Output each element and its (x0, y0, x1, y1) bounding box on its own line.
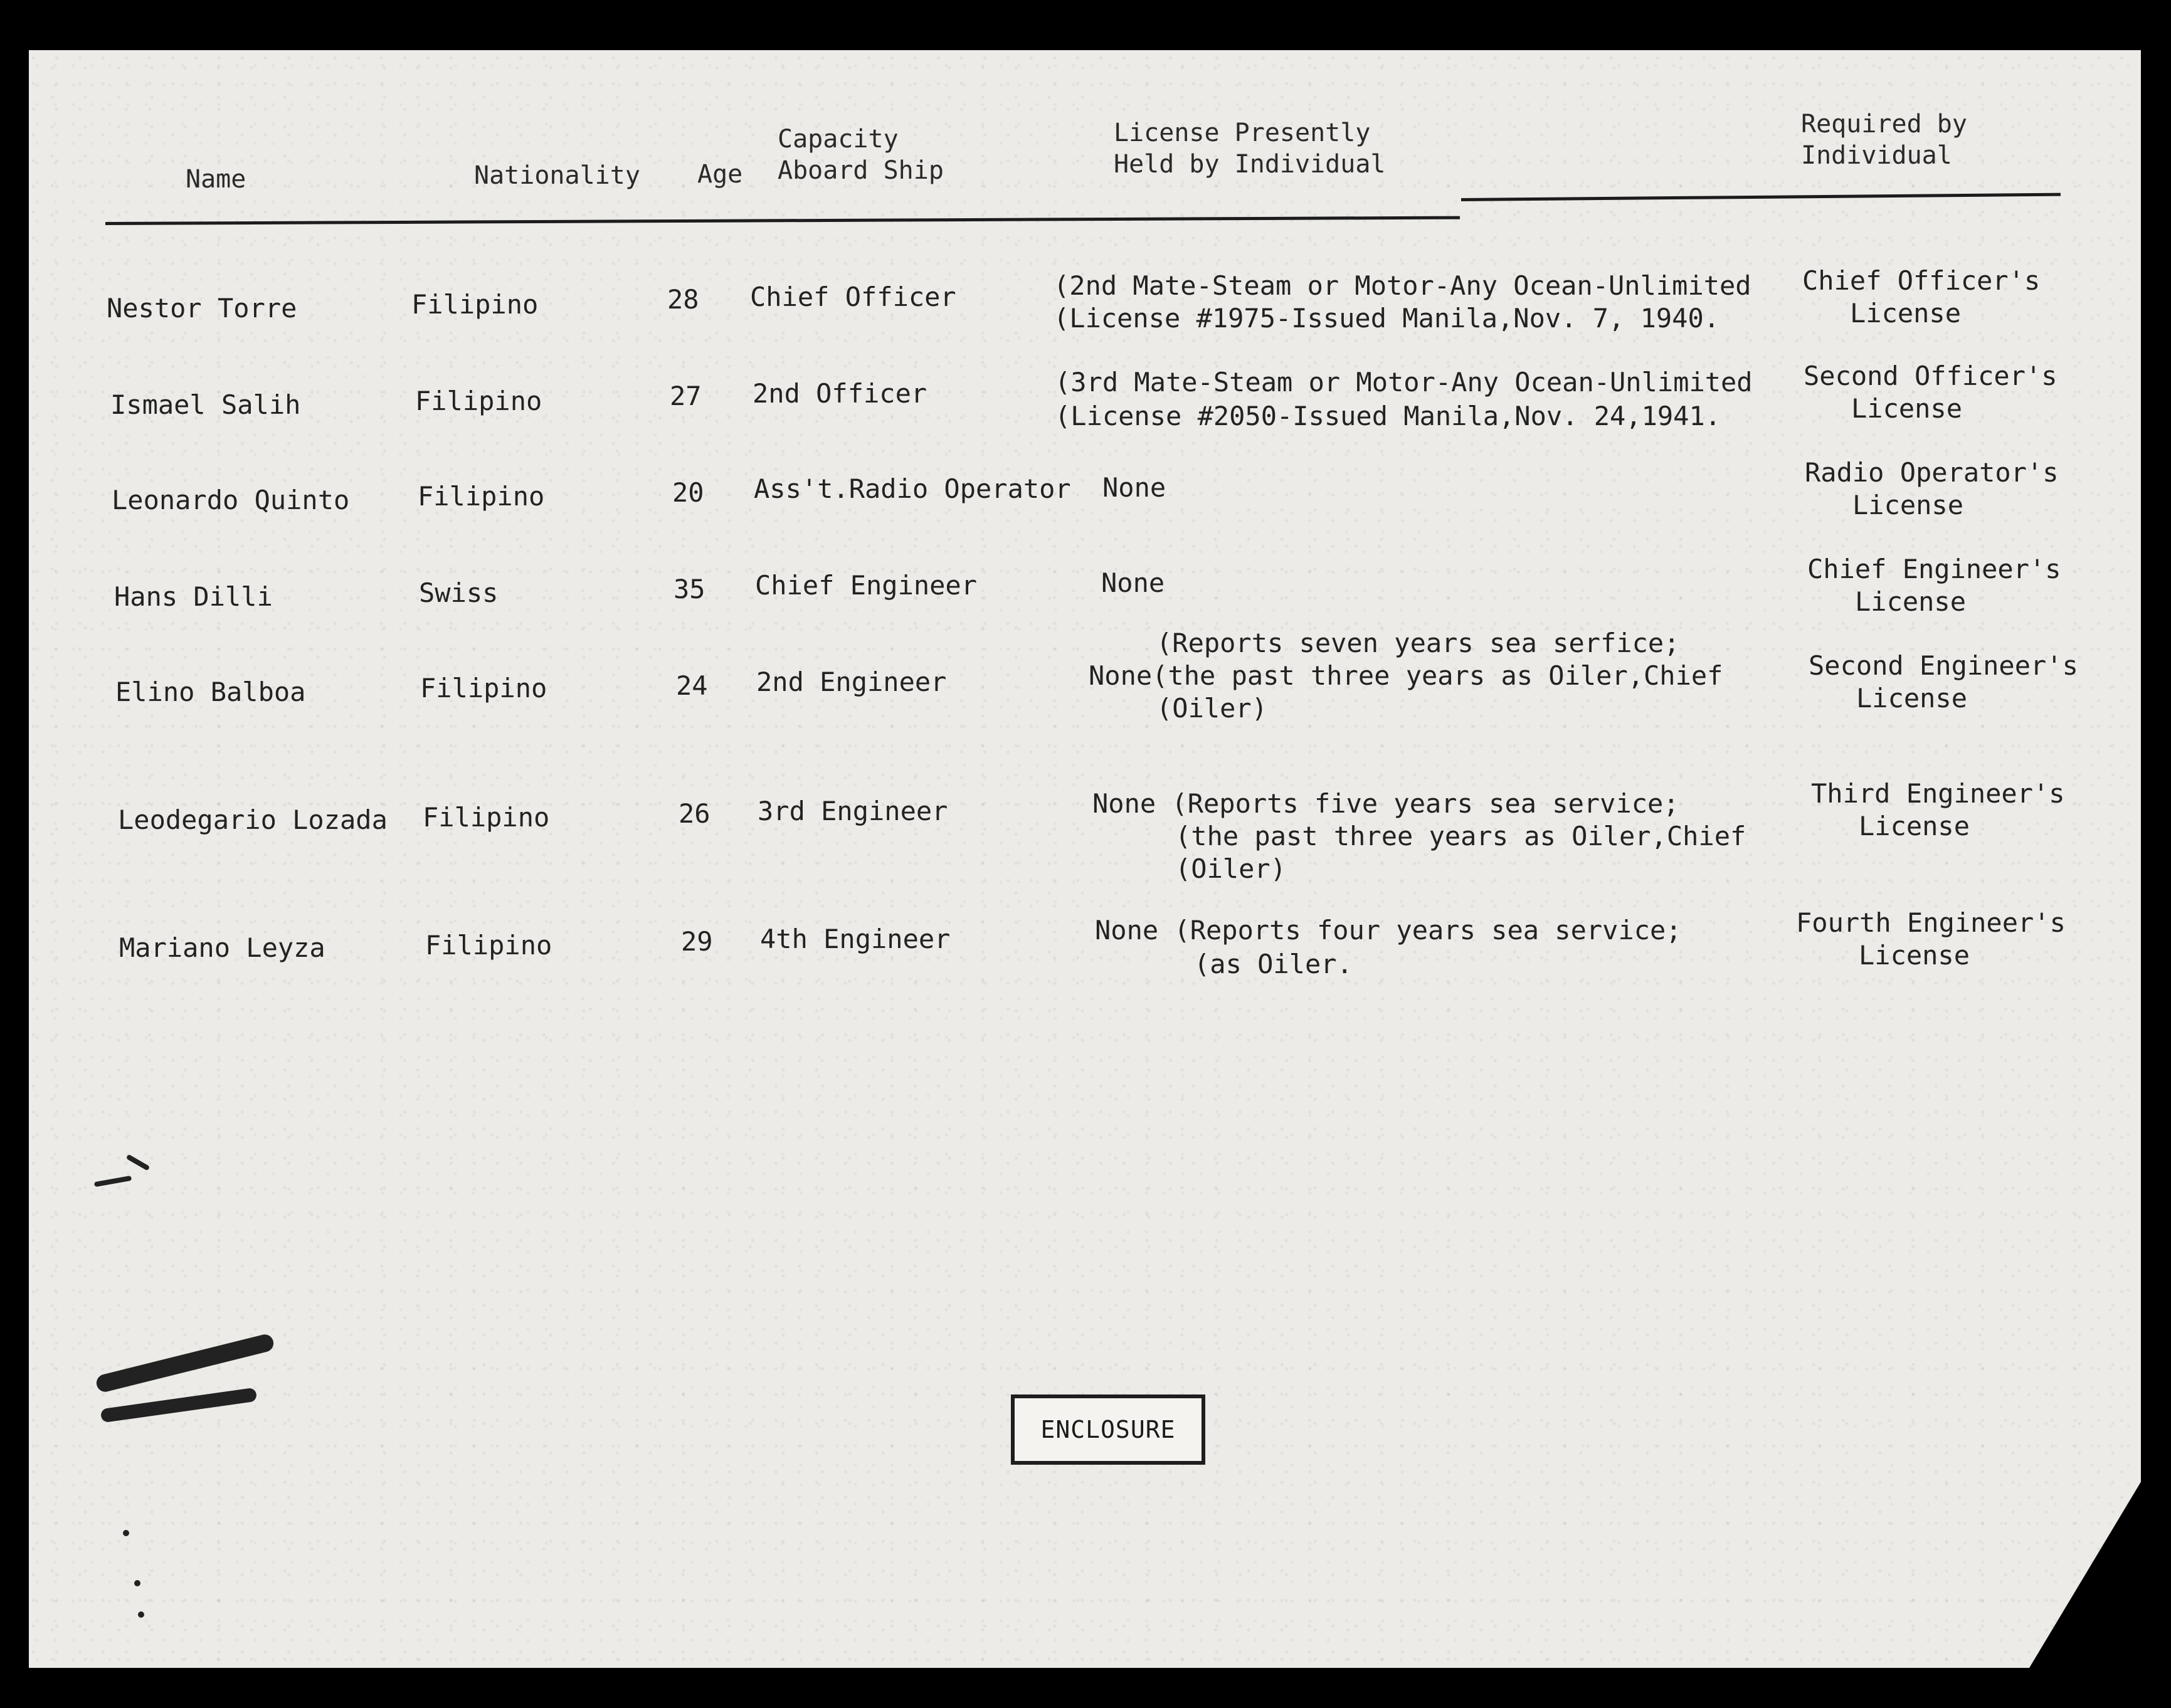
page-corner-fold (2029, 1480, 2142, 1668)
row-7-name: Mariano Leyza (119, 932, 325, 963)
header-nationality: Nationality (474, 161, 640, 190)
row-7-license-line2: (as Oiler. (1194, 949, 1353, 979)
row-5-nationality: Filipino (420, 673, 547, 704)
row-3-required-line1: Radio Operator's (1805, 457, 2059, 488)
row-1-required-line1: Chief Officer's (1802, 265, 2041, 296)
enclosure-stamp (1011, 1394, 1205, 1465)
row-2-license-line2: (License #2050-Issued Manila,Nov. 24,1941. (1055, 401, 1721, 431)
row-1-name: Nestor Torre (107, 293, 297, 324)
row-1-license-line1: (2nd Mate-Steam or Motor-Any Ocean-Unlimited (1054, 270, 1751, 301)
row-5-required-line1: Second Engineer's (1809, 650, 2078, 681)
row-3-capacity: Ass't.Radio Operator (754, 473, 1071, 504)
row-7-license-line1: None (Reports four years sea service; (1095, 915, 1682, 946)
row-2-name: Ismael Salih (110, 389, 301, 420)
header-required-line1: Required by (1801, 110, 1967, 139)
row-5-license-line2: None(the past three years as Oiler,Chief (1089, 660, 1723, 691)
row-2-capacity: 2nd Officer (753, 378, 927, 409)
row-3-required-line2: License (1852, 490, 1964, 520)
row-5-capacity: 2nd Engineer (756, 667, 947, 697)
header-license-line1: License Presently (1114, 119, 1371, 147)
row-1-capacity: Chief Officer (750, 282, 956, 312)
row-6-license-line1: None (Reports five years sea service; (1092, 788, 1679, 819)
row-1-nationality: Filipino (411, 289, 539, 320)
row-2-license-line1: (3rd Mate-Steam or Motor-Any Ocean-Unlimited (1055, 367, 1753, 398)
row-4-required-line2: License (1855, 586, 1967, 617)
enclosure-label: ENCLOSURE (1040, 1416, 1176, 1443)
row-5-license-line1: (Reports seven years sea serfice; (1156, 628, 1680, 658)
row-6-name: Leodegario Lozada (118, 804, 388, 835)
row-4-name: Hans Dilli (114, 581, 273, 612)
row-4-capacity: Chief Engineer (755, 570, 978, 601)
row-6-license-line3: (Oiler) (1175, 853, 1287, 884)
row-1-license-line2: (License #1975-Issued Manila,Nov. 7, 1940. (1054, 303, 1720, 334)
row-6-license-line2: (the past three years as Oiler,Chief (1175, 821, 1746, 851)
header-capacity-line1: Capacity (778, 125, 899, 154)
header-capacity-line2: Aboard Ship (778, 156, 944, 185)
row-1-age: 28 (667, 284, 699, 315)
row-2-nationality: Filipino (415, 386, 542, 416)
header-age: Age (697, 160, 743, 189)
ink-dot-mark (138, 1611, 144, 1618)
ink-dot-mark (134, 1580, 140, 1586)
row-4-required-line1: Chief Engineer's (1807, 554, 2061, 584)
row-6-age: 26 (679, 798, 710, 829)
row-5-license-line3: (Oiler) (1156, 693, 1268, 724)
row-3-nationality: Filipino (418, 481, 545, 512)
row-5-name: Elino Balboa (115, 677, 306, 707)
row-5-required-line2: License (1856, 683, 1968, 714)
row-2-required-line2: License (1851, 393, 1963, 424)
header-name: Name (186, 165, 246, 194)
row-3-name: Leonardo Quinto (112, 485, 350, 515)
row-4-age: 35 (673, 574, 705, 604)
row-3-license-line1: None (1102, 472, 1166, 503)
header-required-line2: Individual (1801, 141, 1952, 170)
row-4-license-line1: None (1101, 567, 1165, 598)
row-4-nationality: Swiss (419, 577, 499, 608)
row-6-nationality: Filipino (423, 802, 550, 833)
ink-dot-mark (123, 1530, 129, 1536)
row-7-age: 29 (681, 926, 713, 957)
row-2-required-line1: Second Officer's (1804, 361, 2057, 391)
row-3-age: 20 (672, 477, 704, 508)
row-5-age: 24 (676, 670, 708, 701)
row-7-required-line2: License (1859, 940, 1970, 971)
row-6-required-line2: License (1859, 811, 1970, 841)
row-2-age: 27 (670, 381, 702, 411)
row-6-required-line1: Third Engineer's (1811, 778, 2065, 809)
row-7-capacity: 4th Engineer (760, 924, 951, 954)
row-1-required-line2: License (1850, 298, 1962, 329)
row-7-nationality: Filipino (425, 930, 552, 961)
row-7-required-line1: Fourth Engineer's (1796, 907, 2066, 938)
header-license-line2: Held by Individual (1114, 150, 1386, 179)
row-6-capacity: 3rd Engineer (758, 796, 948, 826)
